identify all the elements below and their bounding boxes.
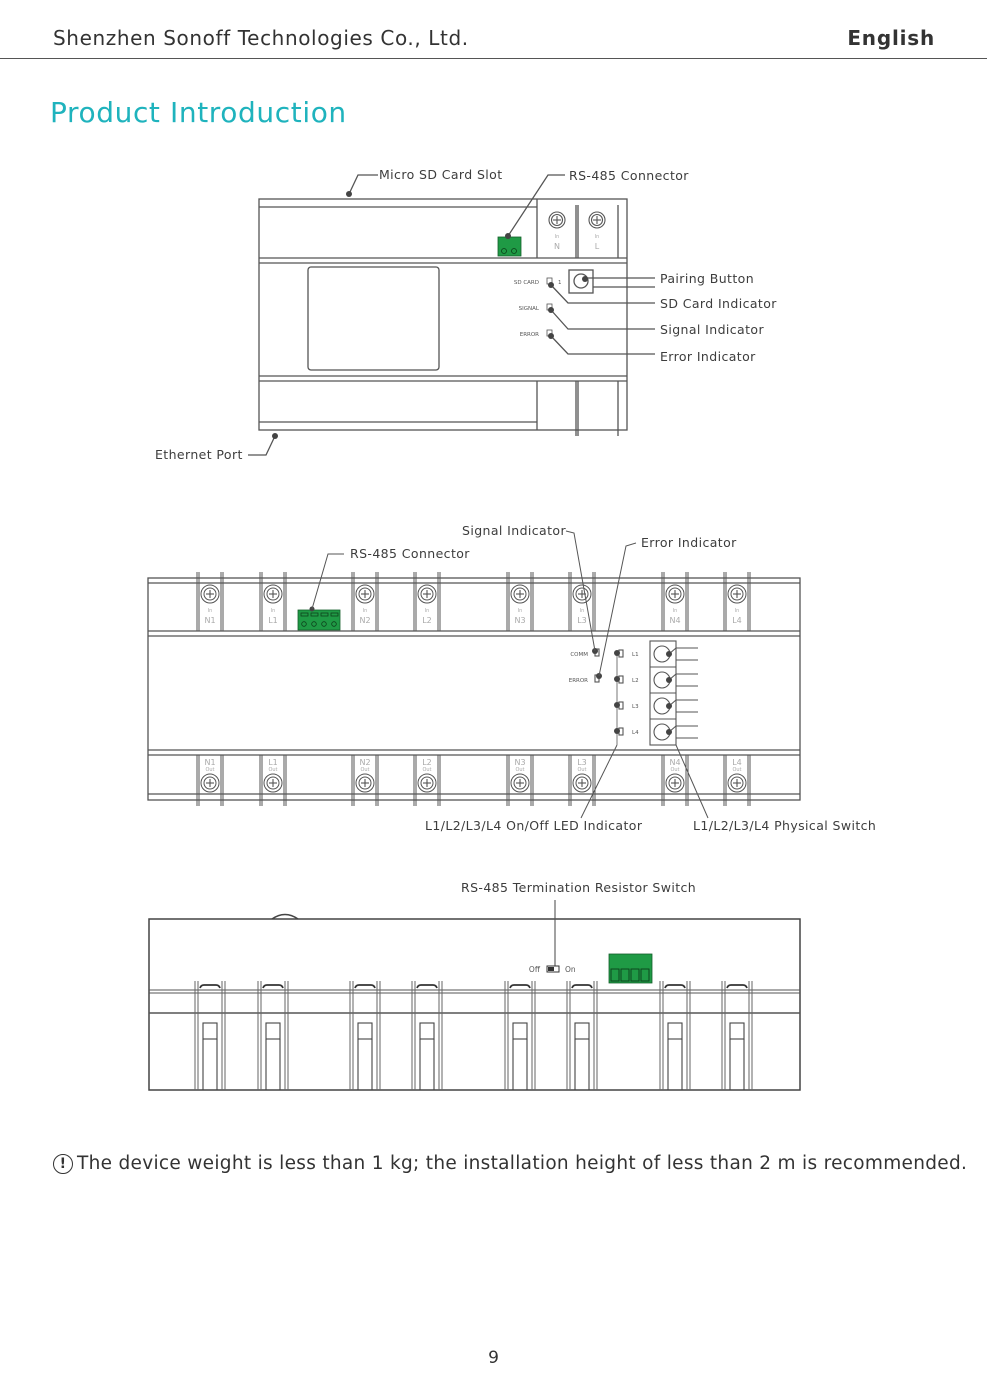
svg-text:L4: L4 [732,758,742,767]
callout-rs485-connector: RS-485 Connector [569,168,689,183]
svg-text:In: In [594,234,600,240]
callout-signal-indicator-middle: Signal Indicator [462,523,567,538]
svg-text:Out: Out [422,767,432,773]
svg-text:In: In [207,608,213,614]
svg-text:L3: L3 [577,616,587,625]
callout-error-indicator-middle: Error Indicator [641,535,737,550]
callout-ethernet-port: Ethernet Port [155,447,243,462]
rs485-connector-top [498,237,521,256]
svg-text:SD CARD: SD CARD [513,280,539,286]
svg-text:N1: N1 [204,616,216,625]
callout-micro-sd-slot: Micro SD Card Slot [379,167,503,182]
svg-text:In: In [734,608,740,614]
svg-text:L4: L4 [732,616,742,625]
svg-text:L3: L3 [577,758,587,767]
top-device-diagram [0,0,987,480]
svg-text:In: In [424,608,430,614]
callout-termination-switch: RS-485 Termination Resistor Switch [461,880,697,895]
svg-text:N4: N4 [669,758,681,767]
callout-led-indicator: L1/L2/L3/L4 On/Off LED Indicator [425,818,643,833]
svg-text:Out: Out [577,767,587,773]
svg-text:In: In [672,608,678,614]
svg-text:ERROR: ERROR [519,332,539,338]
callout-signal-indicator: Signal Indicator [660,322,765,337]
svg-text:L1: L1 [268,758,278,767]
svg-text:L3: L3 [632,704,639,710]
svg-text:1: 1 [558,280,562,286]
svg-text:In: In [362,608,368,614]
company-name: Shenzhen Sonoff Technologies Co., Ltd. [53,26,469,50]
svg-text:In: In [270,608,276,614]
svg-text:N3: N3 [514,758,526,767]
svg-text:N4: N4 [669,616,681,625]
exclamation-circle-icon: ! [53,1154,73,1174]
svg-text:On: On [565,965,576,974]
svg-text:L4: L4 [632,730,639,736]
svg-text:Off: Off [528,965,540,974]
callout-physical-switch: L1/L2/L3/L4 Physical Switch [693,818,877,833]
callout-rs485-connector-middle: RS-485 Connector [350,546,470,561]
svg-text:In: In [517,608,523,614]
bottom-device-diagram [0,880,987,1110]
svg-text:In: In [554,234,560,240]
svg-text:N: N [554,242,560,251]
svg-text:SIGNAL: SIGNAL [518,306,539,312]
language-label: English [847,26,935,50]
svg-text:Out: Out [205,767,215,773]
svg-text:L2: L2 [422,758,432,767]
svg-text:L1: L1 [268,616,278,625]
weight-note [53,1153,967,1174]
svg-text:L1: L1 [632,652,639,658]
svg-text:L: L [594,242,600,251]
svg-text:N2: N2 [359,758,371,767]
svg-text:COMM: COMM [570,652,588,658]
rs485-connector-bottom [609,954,652,983]
svg-text:ERROR: ERROR [568,678,588,684]
svg-text:In: In [579,608,585,614]
callout-error-indicator: Error Indicator [660,349,756,364]
svg-text:L2: L2 [632,678,639,684]
note-text: The device weight is less than 1 kg; the installation height of less than 2 m is recommended. [77,1153,968,1174]
svg-text:Out: Out [515,767,525,773]
svg-text:Out: Out [670,767,680,773]
svg-text:L2: L2 [422,616,432,625]
svg-text:Out: Out [360,767,370,773]
middle-device-diagram [0,500,987,840]
svg-text:Out: Out [268,767,278,773]
page-title: Product Introduction [50,96,347,129]
svg-text:Out: Out [732,767,742,773]
svg-text:N3: N3 [514,616,526,625]
svg-text:N2: N2 [359,616,371,625]
callout-pairing-button: Pairing Button [660,271,755,286]
svg-text:N1: N1 [204,758,216,767]
page-number: 9 [488,1348,499,1368]
callout-sd-card-indicator: SD Card Indicator [660,296,777,311]
